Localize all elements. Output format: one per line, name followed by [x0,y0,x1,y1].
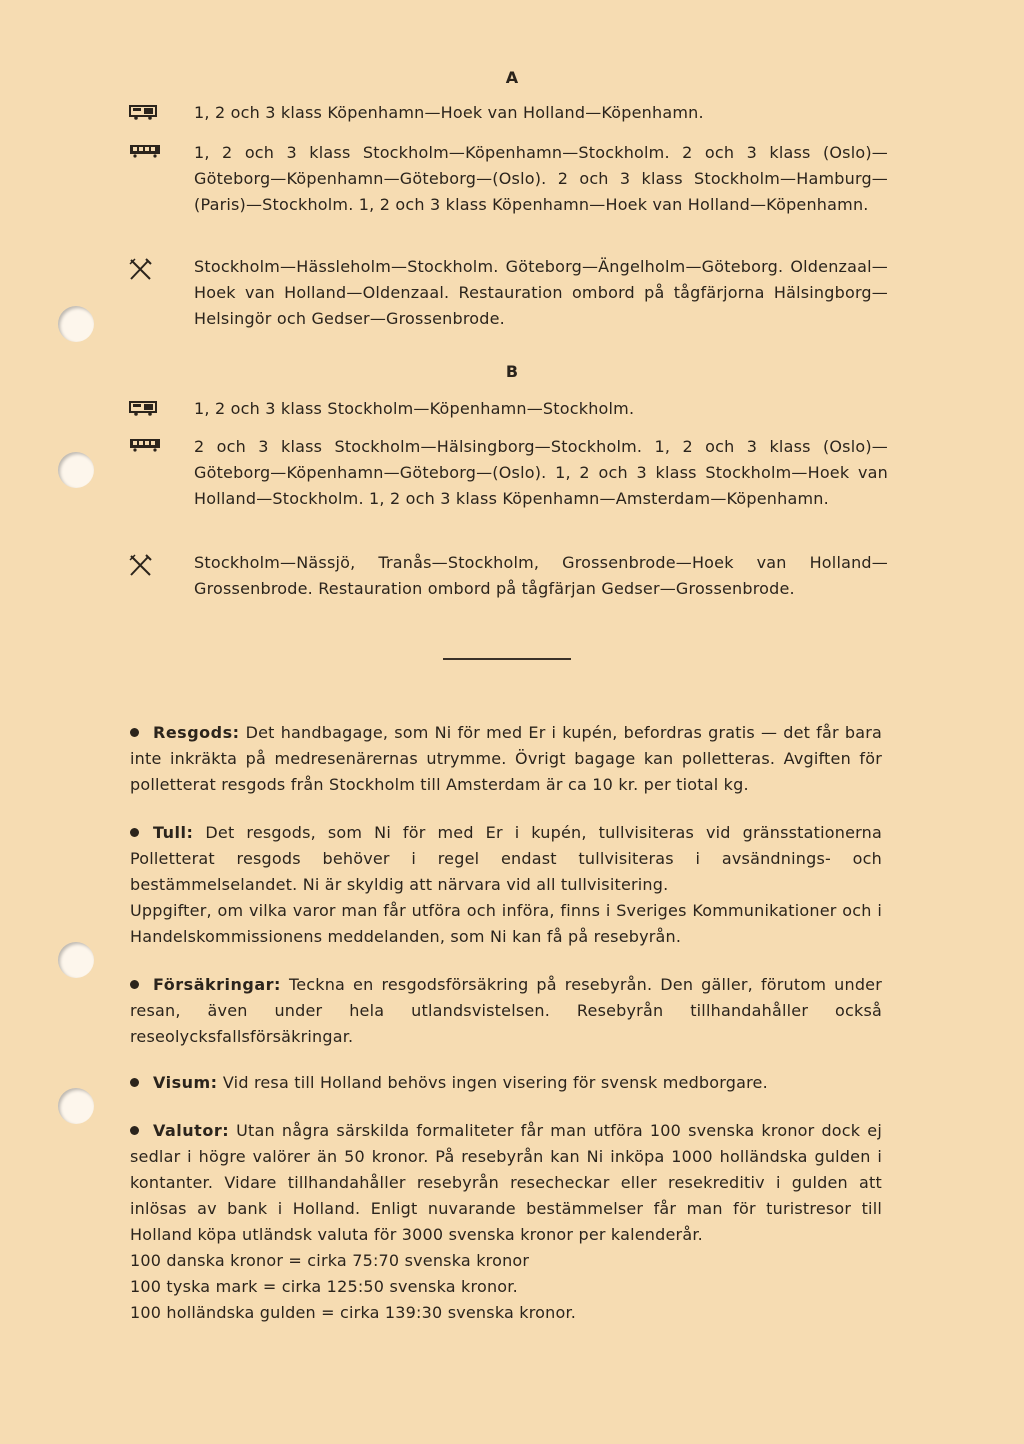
section-a-couchette-car-entry [128,140,888,218]
binder-hole [58,1088,94,1124]
entry-text: 1, 2 och 3 klass Stockholm—Köpenhamn—Stockholm. [194,399,635,418]
tull-paragraph [130,820,882,950]
restaurant-fork-knife-icon [128,552,194,578]
forsakringar-text: Teckna en resgodsförsäkring på resebyrån. Den gäller, förutom under resan, även under hela utlandsvistelsen. Resebyrån tillhandahåller också reseolycksfallsförsäkringar. [130,975,882,1046]
section-divider [443,658,571,660]
binder-hole [58,306,94,342]
valutor-heading: Valutor: [153,1121,230,1140]
bullet-icon [130,828,139,837]
resgods-text: Det handbagage, som Ni för med Er i kupén, befordras gratis — det får bara inte inkräkta på medresenärernas utrymme. Övrigt bagage kan polletteras. Avgiften för polletterat resgods från Stockholm till Amsterdam är ca 10 kr. per tiotal kg. [130,723,882,794]
tull-text: Det resgods, som Ni för med Er i kupén, tullvisiteras vid gränsstationerna Polletterat resgods behöver i regel endast tullvisiteras i avsändnings- och bestämmelselandet. Ni är skyldig att närvara vid all tullvisitering. [130,823,882,894]
section-b-restaurant-entry [128,550,888,602]
entry-text: 1, 2 och 3 klass Stockholm—Köpenhamn—Stockholm. 2 och 3 klass (Oslo)—Göteborg—Köpenhamn—Göteborg—(Oslo). 2 och 3 klass Stockholm—Hamburg—(Paris)—Stockholm. 1, 2 och 3 klass Köpenhamn—Hoek van Holland—Köpenhamn. [194,143,888,214]
entry-text: 1, 2 och 3 klass Köpenhamn—Hoek van Holland—Köpenhamn. [194,103,704,122]
couchette-car-icon [128,436,194,452]
couchette-car-icon [128,142,194,158]
bullet-icon [130,1078,139,1087]
forsakringar-paragraph [130,972,882,1050]
visum-paragraph [130,1070,882,1096]
section-b-letter: B [505,362,519,381]
entry-text: Stockholm—Nässjö, Tranås—Stockholm, Grossenbrode—Hoek van Holland—Grossenbrode. Restauration ombord på tågfärjan Gedser—Grossenbrode. [194,553,888,598]
restaurant-fork-knife-icon [128,256,194,282]
tull-heading: Tull: [153,823,194,842]
section-a-letter: A [505,68,519,87]
binder-hole [58,452,94,488]
valutor-text: Utan några särskilda formaliteter får man utföra 100 svenska kronor dock ej sedlar i högre valörer än 50 kronor. På resebyrån kan Ni inköpa 1000 holländska gulden i kontanter. Vidare tillhandahåller resebyrån resecheckar eller resekreditiv i gulden att inlösas av bank i Holland. Enligt nuvarande bestämmelser får man för turistresor till Holland köpa utländsk valuta för 3000 svenska kronor per kalenderår. [130,1121,882,1244]
sleeping-car-icon [128,102,194,120]
exchange-rate-line: 100 danska kronor = cirka 75:70 svenska kronor [130,1251,530,1270]
section-a-sleeping-car-entry [128,100,888,126]
section-a-restaurant-entry [128,254,888,332]
tull-text-2: Uppgifter, om vilka varor man får utföra och införa, finns i Sveriges Kommunikationer och i Handelskommissionens meddelanden, som Ni kan få på resebyrån. [130,901,882,946]
resgods-heading: Resgods: [153,723,240,742]
valutor-paragraph [130,1118,882,1326]
binder-hole [58,942,94,978]
bullet-icon [130,728,139,737]
entry-text: Stockholm—Hässleholm—Stockholm. Göteborg—Ängelholm—Göteborg. Oldenzaal—Hoek van Holland—Oldenzaal. Restauration ombord på tågfärjorna Hälsingborg—Helsingör och Gedser—Grossenbrode. [194,257,888,328]
bullet-icon [130,1126,139,1135]
bullet-icon [130,980,139,989]
section-b-sleeping-car-entry [128,396,888,422]
forsakringar-heading: Försäkringar: [153,975,281,994]
sleeping-car-icon [128,398,194,416]
resgods-paragraph [130,720,882,798]
section-b-couchette-car-entry [128,434,888,512]
visum-heading: Visum: [153,1073,218,1092]
visum-text: Vid resa till Holland behövs ingen visering för svensk medborgare. [222,1073,768,1092]
exchange-rate-line: 100 tyska mark = cirka 125:50 svenska kronor. [130,1277,518,1296]
entry-text: 2 och 3 klass Stockholm—Hälsingborg—Stockholm. 1, 2 och 3 klass (Oslo)—Göteborg—Köpenhamn—Göteborg—(Oslo). 1, 2 och 3 klass Stockholm—Hoek van Holland—Stockholm. 1, 2 och 3 klass Köpenhamn—Amsterdam—Köpenhamn. [194,437,888,508]
exchange-rate-line: 100 holländska gulden = cirka 139:30 svenska kronor. [130,1303,577,1322]
